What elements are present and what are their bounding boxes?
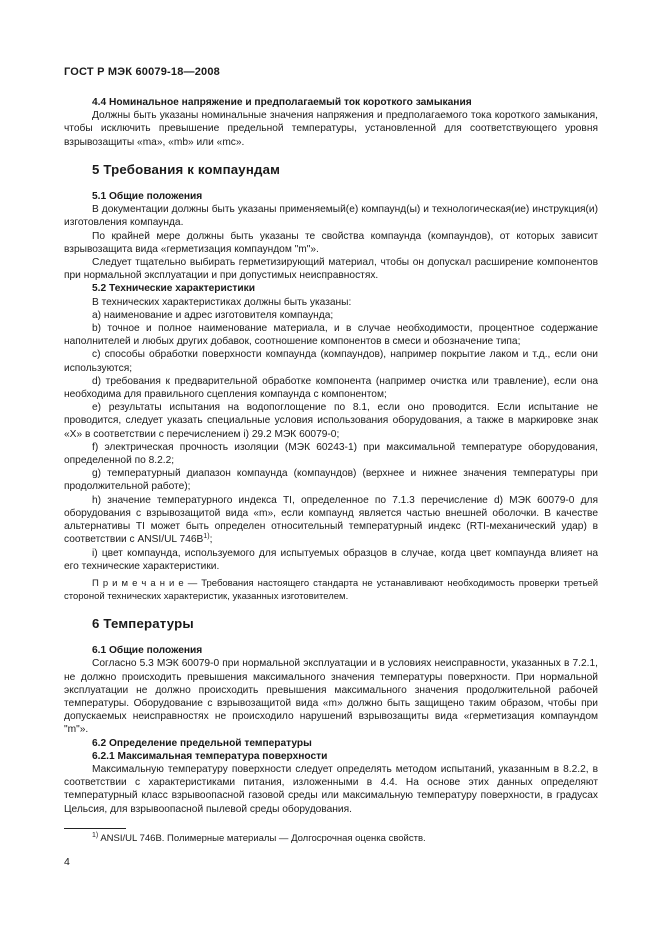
list-item-c: c) способы обработки поверхности компаунда (компаундов), например покрытие лаком и т.д., если они используются; bbox=[64, 349, 598, 374]
footnote-reference: 1) bbox=[203, 533, 210, 541]
list-item-h bbox=[64, 494, 598, 547]
section-6-title: 6 Температуры bbox=[92, 615, 194, 631]
note-label: П р и м е ч а н и е bbox=[92, 577, 184, 589]
footnote-text: ANSI/UL 746B. Полимерные материалы — Долгосрочная оценка свойств. bbox=[98, 832, 426, 844]
list-item-h-end: ; bbox=[209, 534, 213, 546]
section-5-1-paragraph-1: В документации должны быть указаны применяемый(е) компаунд(ы) и технологическая(ие) инструкция(и) изготовления компаунда. bbox=[64, 204, 598, 229]
section-5-1-paragraph-3: Следует тщательно выбирать герметизирующий материал, чтобы он допускал расширение компонентов при нормальной эксплуатации и при допустимых неисправностях. bbox=[64, 257, 598, 282]
document-header: ГОСТ Р МЭК 60079-18—2008 bbox=[64, 66, 221, 78]
list-item-h-text: h) значение температурного индекса TI, определенное по 7.1.3 перечисление d) МЭК 60079-0 для оборудования с взрывозащитой вида «m», если компаунд является частью внешней оболочки. В качестве альтернативы TI может быть определен относительный температурный индекс (RTI-механический удар) в соответствии с ANSI/UL 746B bbox=[64, 494, 598, 546]
list-item-a: a) наименование и адрес изготовителя компаунда; bbox=[92, 309, 334, 321]
section-6-2-title: 6.2 Определение предельной температуры bbox=[92, 737, 312, 749]
list-item-i: i) цвет компаунда, используемого для испытуемых образцов в случае, когда цвет компаунда влияет на его технические характеристики. bbox=[64, 547, 598, 572]
section-5-2-intro: В технических характеристиках должны быть указаны: bbox=[92, 296, 352, 308]
section-4-4-paragraph: Должны быть указаны номинальные значения напряжения и предполагаемого тока короткого замыкания, чтобы исключить превышение предельной температуры, установленной для соответствующего уровня взрывозащиты «ma», «mb» или «mc». bbox=[64, 110, 598, 148]
list-item-b: b) точное и полное наименование материала, и в случае необходимости, процентное содержание наполнителей и любых других добавок, соотношение компонентов в смеси и обозначение типа; bbox=[64, 323, 598, 348]
footnote-mark: 1) bbox=[92, 831, 99, 839]
section-5-1-title: 5.1 Общие положения bbox=[92, 191, 203, 203]
section-4-4-title: 4.4 Номинальное напряжение и предполагаемый ток короткого замыкания bbox=[92, 97, 472, 108]
section-6-1-title: 6.1 Общие положения bbox=[92, 645, 203, 657]
footnote bbox=[92, 832, 598, 845]
footnote-divider bbox=[64, 828, 126, 829]
note-text: — Требования настоящего стандарта не устанавливают необходимость проверки третьей стороной технических характеристик, указанных изготовителем. bbox=[64, 577, 599, 602]
document-body bbox=[64, 96, 598, 845]
list-item-d: d) требования к предварительной обработке компонента (например очистка или травление), если она необходима для правильного сцепления компаунда с компонентом; bbox=[64, 375, 598, 401]
section-6-2-1-paragraph: Максимальную температуру поверхности следует определять методом испытаний, указанным в 8.2.2, в соответствии с характеристиками питания, изложенными в 4.4. На основе этих данных определяют температурный класс взрывоопасной газовой среды или максимальную температуру поверхности, в градусах Цельсия, для взрывоопасной пылевой среды оборудования. bbox=[64, 763, 598, 815]
list-item-g: g) температурный диапазон компаунда (компаундов) (верхнее и нижнее значения температуры при продолжительной работе); bbox=[64, 468, 598, 493]
section-5-2-title: 5.2 Технические характеристики bbox=[92, 283, 256, 295]
section-6-1-paragraph: Согласно 5.3 МЭК 60079-0 при нормальной эксплуатации и в условиях неисправности, указанных в 7.2.1, не должно происходить превышения максимального значения температуры поверхности. При нормальной эксплуатации не должно происходить превышения максимального значения продолжительной рабочей температуры. Оборудование с взрывозащитой вида «m» должно быть защищено таким образом, чтобы при допускаемых неисправностях не происходило нарушений взрывозащиты вида «герметизация компаундом "m"». bbox=[64, 658, 598, 736]
page-number: 4 bbox=[64, 856, 70, 868]
section-6-2-1-title: 6.2.1 Максимальная температура поверхности bbox=[92, 750, 328, 762]
list-item-e: e) результаты испытания на водопоглощение по 8.1, если оно проводится. Если испытание не проводится, следует указать специальные условия использования оборудования, а также в маркировке знак «X» в соответствии с перечислением i) 29.2 МЭК 60079-0; bbox=[64, 402, 598, 440]
list-item-f: f) электрическая прочность изоляции (МЭК 60243-1) при максимальной температуре оборудования, определенной по 8.2.2; bbox=[64, 441, 598, 467]
section-5-1-paragraph-2: По крайней мере должны быть указаны те свойства компаунда (компаундов), от которых зависит взрывозащита вида «герметизация компаундом "m"». bbox=[64, 230, 598, 255]
note bbox=[64, 577, 598, 603]
section-5-title: 5 Требования к компаундам bbox=[92, 161, 281, 177]
